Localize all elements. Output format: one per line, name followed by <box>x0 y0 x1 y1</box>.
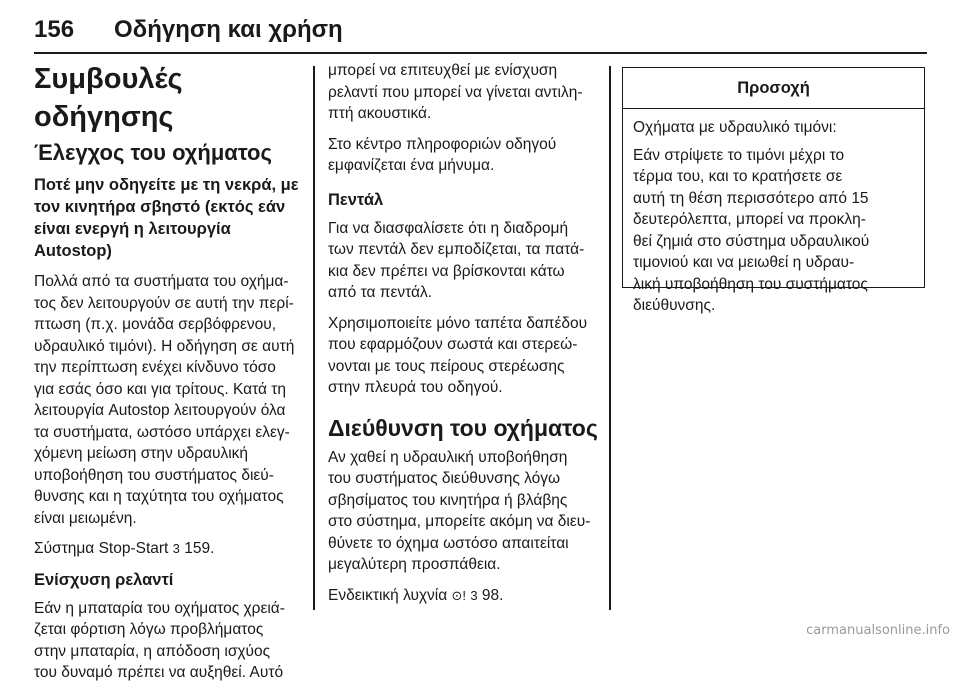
paragraph-pedals-2: Χρησιμοποιείτε μόνο ταπέτα δαπέδου που εφαρμόζουν σωστά και στερεώ- νονται με τους πείρους στερέωσης στην πλευρά του οδηγού. <box>328 314 588 396</box>
caution-box <box>622 67 925 314</box>
caution-body <box>623 109 924 317</box>
indicator-text: Ενδεικτική λυχνία <box>328 586 448 604</box>
reference-stop-start <box>34 538 304 560</box>
column-2 <box>328 60 600 615</box>
caution-text: Εάν στρίψετε το τιμόνι μέχρι το τέρμα του, και το κρατήσετε σε αυτή τη θέση περισσότερο από 15 δευτερόλεπτα, μπορεί να προκλη- θεί ζημιά στο σύστημα υδραυλικού τιμονιού και να μειωθεί η υδραυ- λική υποβοήθηση του συστήματος διεύθυνσης. <box>633 146 870 314</box>
header-rule <box>34 52 927 54</box>
paragraph-pedals-1: Για να διασφαλίσετε ότι η διαδρομή των πεντάλ δεν εμποδίζεται, τα πατά- κια δεν πρέπει να βρίσκονται κάτω από τα πεντάλ. <box>328 219 585 301</box>
steering-heading: Διεύθυνση του οχήματος <box>328 414 598 441</box>
column-1 <box>34 60 304 693</box>
paragraph-revving: Εάν η μπαταρία του οχήματος χρειά- ζεται φόρτιση λόγω προβλήματος στην μπαταρία, η απόδοση ισχύος του δυναμό πρέπει να αυξηθεί. Αυτό <box>34 599 285 681</box>
paragraph-vehicle-control: Πολλά από τα συστήματα του οχήμα- τος δεν λειτουργούν σε αυτή την περί- πτωση (π.χ. μονάδα σερβόφρενου, υδραυλικό τιμόνι). Η οδήγηση σε αυτή την περίπτωση ενέχει κίνδυνο τόσο για εσάς όσο και για τρίτους. Κατά τη λειτουργία Autostop λειτουργούν όλα τα συστήματα, ωστόσο υπάρχει ελεγ- χόμενη μείωση στην υδραυλική υποβοήθηση του συστήματος διεύ- θυνσης και η ταχύτητα του οχήματος είναι μειωμένη. <box>34 273 295 527</box>
page-header <box>34 16 343 44</box>
caution-title: Προσοχή <box>623 68 924 109</box>
paragraph-steering: Αν χαθεί η υδραυλική υποβοήθηση του συστήματος διεύθυνσης λόγω σβησίματος του κινητήρα ή βλάβης στο σύστημα, μπορείτε ακόμη να διευ- θύνετε το όχημα ωστόσο απαιτείται μεγαλύτερη προσπάθεια. <box>328 448 591 573</box>
power-steering-warning-icon: ⊙! <box>451 587 467 603</box>
revving-heading: Ενίσχυση ρελαντί <box>34 570 174 589</box>
caution-line-1: Οχήματα με υδραυλικό τιμόνι: <box>633 119 837 136</box>
bold-heading: Ποτέ μην οδηγείτε με τη νεκρά, με τον κινητήρα σβηστό (εκτός εάν είναι ενεργή η λειτουργία Autostop) <box>34 176 299 260</box>
paragraph-driver-info: Στο κέντρο πληροφοριών οδηγού εμφανίζεται ένα μήνυμα. <box>328 135 557 174</box>
page-number: 156 <box>34 16 75 43</box>
pedals-heading: Πεντάλ <box>328 190 384 209</box>
column-divider-1 <box>313 66 315 610</box>
indicator-reference <box>328 585 600 607</box>
watermark: carmanualsonline.info <box>806 623 950 638</box>
reference-page-link[interactable]: 159. <box>184 540 215 557</box>
section-title: Συμβουλές οδήγησης <box>34 63 183 133</box>
indicator-page-link[interactable]: 98. <box>481 586 504 604</box>
subsection-title: Έλεγχος του οχήματος <box>34 140 272 165</box>
reference-arrow-icon: 3 <box>172 541 180 556</box>
paragraph-revving-cont: μπορεί να επιτευχθεί με ενίσχυση ρελαντί που μπορεί να γίνεται αντιλη- πτή ακουστικά. <box>328 62 583 122</box>
reference-text: Σύστημα Stop-Start <box>34 540 169 557</box>
chapter-title: Οδήγηση και χρήση <box>114 16 343 43</box>
column-divider-2 <box>609 66 611 610</box>
indicator-arrow-icon: 3 <box>470 587 478 603</box>
